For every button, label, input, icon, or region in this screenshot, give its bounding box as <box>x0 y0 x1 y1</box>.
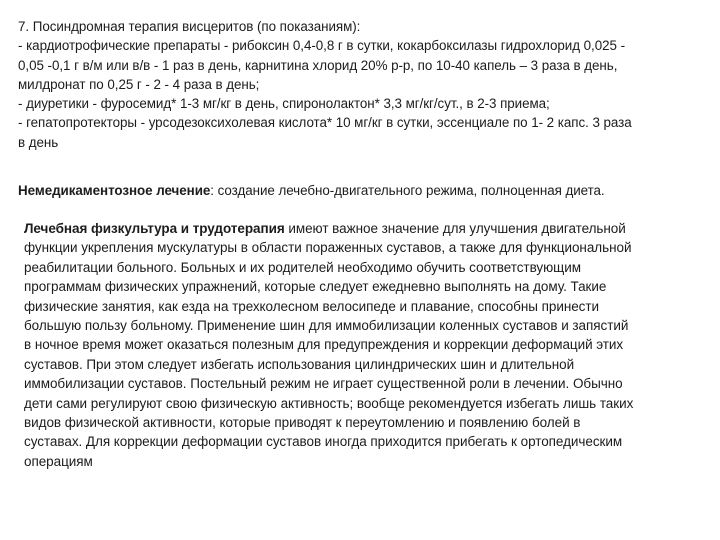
text-line: в день <box>18 134 59 150</box>
text-line: в ночное время может оказаться полезным для предупреждения и коррекции деформаций этих <box>24 337 624 353</box>
text-line: - диуретики - фуросемид* 1-3 мг/кг в день, спиронолактон* 3,3 мг/кг/сут., в 2-3 приема; <box>18 96 550 112</box>
text-line: дети сами регулируют свою физическую активность; вообще рекомендуется избегать лишь таких <box>24 395 634 411</box>
section-heading: 7. Посиндромная терапия висцеритов (по показаниям): <box>18 19 361 34</box>
text-line: видов физической активности, которые приводят к переутомлению и появлению болей в <box>24 415 581 431</box>
text-line: суставах. Для коррекции деформации суставов иногда приходится прибегать к ортопедическим <box>24 434 623 450</box>
text-line: иммобилизации суставов. Постельный режим не играет существенной роли в лечении. Обычно <box>24 376 623 392</box>
text-line: - кардиотрофические препараты - рибоксин 0,4-0,8 г в сутки, кокарбоксилазы гидрохлорид 0,025 - <box>18 38 625 54</box>
text-line <box>24 219 702 238</box>
syndromic-therapy-section <box>18 17 702 152</box>
text-line: физические занятия, как езда на трехколесном велосипеде и плавание, способны принести <box>24 298 600 314</box>
nondrug-treatment-paragraph <box>18 181 702 200</box>
text-line: операциям <box>24 453 93 469</box>
text-line: программам физических упражнений, которые следует ежедневно выполнять на дому. Такие <box>24 279 607 295</box>
text-line: суставов. При этом следует избегать использования цилиндрических шин и длительной <box>24 356 575 372</box>
text-line: - гепатопротекторы - урсодезоксихолевая кислота* 10 мг/кг в сутки, эссенциале по 1- 2 капс. 3 раза <box>18 115 632 131</box>
exercise-therapy-paragraph <box>24 219 702 471</box>
text-line: большую пользу больному. Применение шин для иммобилизации коленных суставов и запястий <box>24 318 629 334</box>
text-line: милдронат по 0,25 г - 2 - 4 раза в день; <box>18 76 260 92</box>
text-line <box>18 181 702 200</box>
text-line: функции укрепления мускулатуры в области пораженных суставов, а также для функциональной <box>24 240 632 256</box>
nondrug-treatment-text: : создание лечебно-двигательного режима, полноценная диета. <box>210 183 605 198</box>
exercise-therapy-text: имеют важное значение для улучшения двигательной <box>284 221 626 236</box>
nondrug-treatment-label: Немедикаментозное лечение <box>18 183 211 198</box>
exercise-therapy-label: Лечебная физкультура и трудотерапия <box>24 221 285 236</box>
text-line: реабилитации больного. Больных и их родителей необходимо обучить соответствующим <box>24 259 581 275</box>
text-line: 0,05 -0,1 г в/м или в/в - 1 раз в день, карнитина хлорид 20% р-р, по 10-40 капель – 3 раза в день, <box>18 57 618 73</box>
